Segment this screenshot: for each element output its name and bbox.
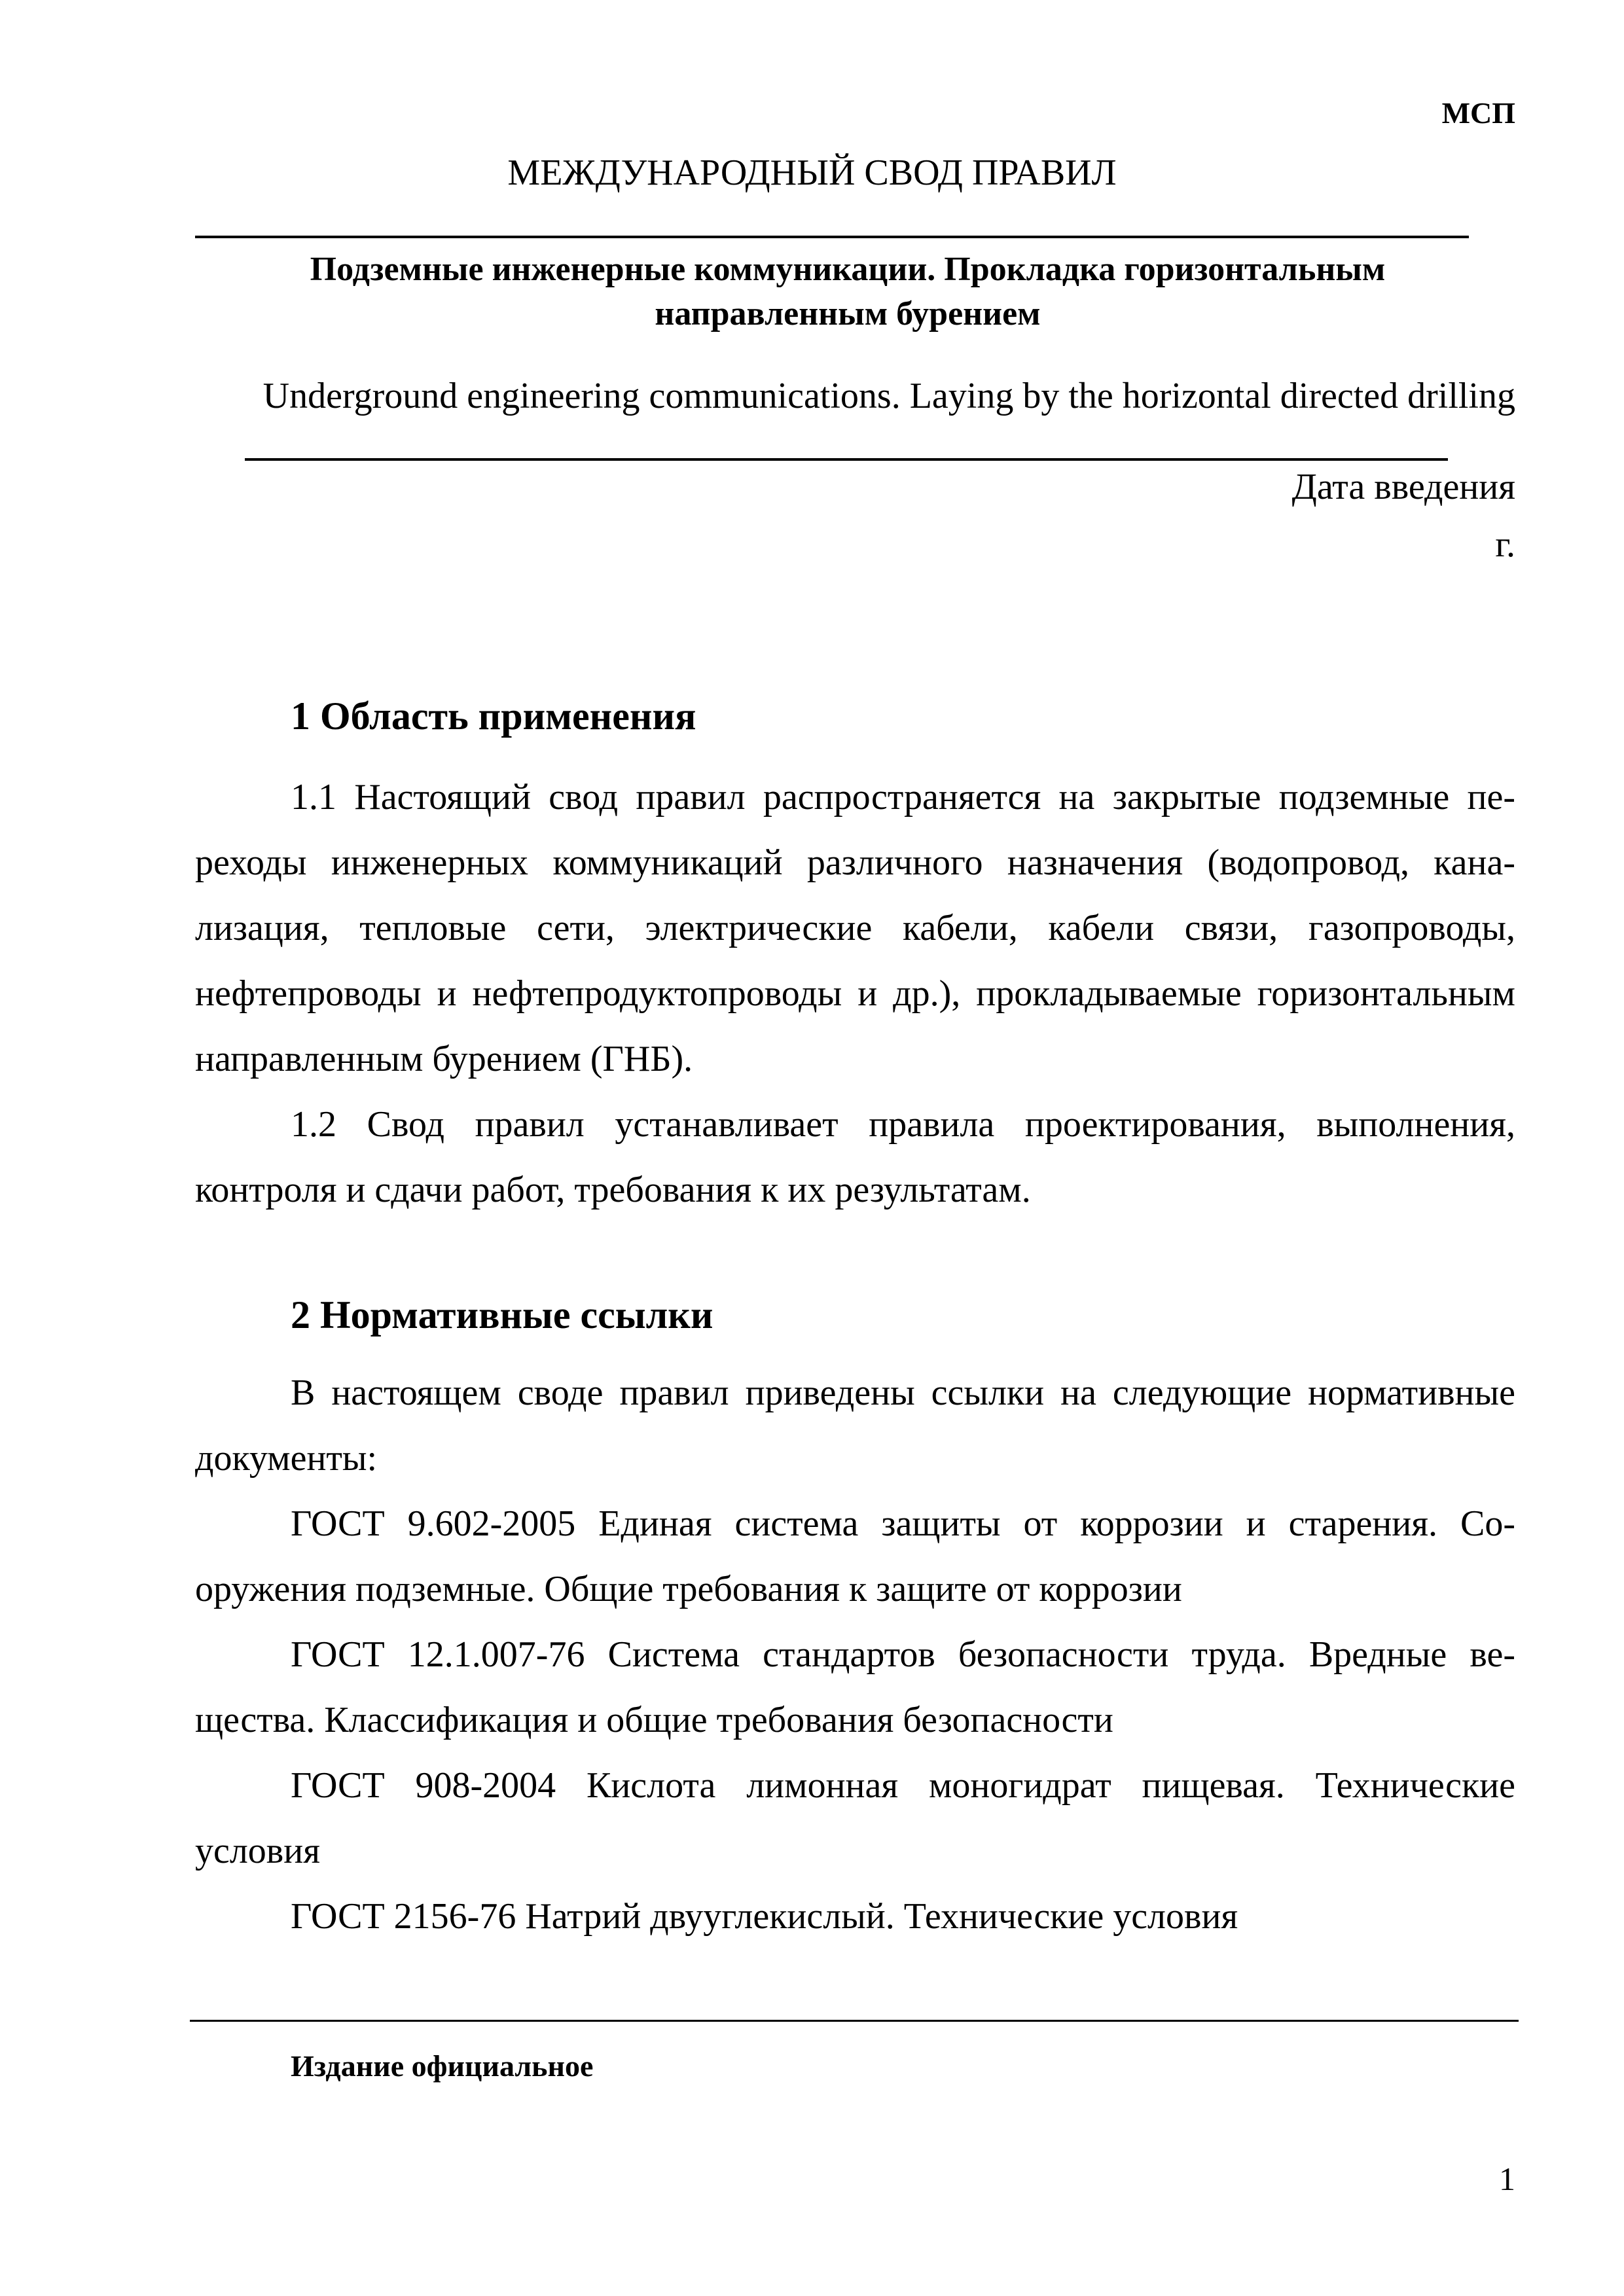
title-russian: Подземные инженерные коммуникации. Прокладка горизонтальным направленным бурением: [310, 251, 1386, 332]
reference-item: ГОСТ 2156-76 Натрий двууглекислый. Технические условия: [291, 1896, 1238, 1937]
intro-date: [1292, 458, 1515, 573]
title-divider: [245, 458, 1448, 461]
top-divider: [195, 236, 1469, 238]
page-number: 1: [1499, 2161, 1515, 2197]
intro-date-suffix: г.: [1495, 524, 1515, 565]
reference-item: ГОСТ 908-2004 Кислота лимонная моногидрат пищевая. Технические условия: [195, 1765, 1515, 1871]
paragraph-1-2: 1.2 Свод правил устанавливает правила проектирования, выполнения, контроля и сдачи работ, требования к их результатам.: [195, 1104, 1515, 1210]
reference-item: ГОСТ 12.1.007-76 Система стандартов безопасности труда. Вредные вещества. Классификация и общие требования безопасности: [195, 1634, 1515, 1740]
references-intro: В настоящем своде правил приведены ссылки на следующие нормативные документы:: [195, 1372, 1515, 1479]
footer-divider: [190, 2020, 1519, 2022]
section-heading-scope: 1 Область применения: [291, 694, 696, 738]
section-heading-references: 2 Нормативные ссылки: [291, 1293, 713, 1336]
reference-item: ГОСТ 9.602-2005 Единая система защиты от коррозии и старения. Сооружения подземные. Общие требования к защите от коррозии: [195, 1503, 1515, 1609]
intro-date-label: Дата введения: [1291, 467, 1515, 507]
title-english: Underground engineering communications. Laying by the horizontal directed drilling: [262, 376, 1515, 416]
paragraph-1-1: 1.1 Настоящий свод правил распространяется на закрытые подземные переходы инженерных коммуникаций различного назначения (водопровод, канализация, тепловые сети, электрические кабели, кабели связи, газопроводы, нефтепроводы и нефтепродуктопроводы и др.), прокладываемые горизонтальным направленным бурением (ГНБ).: [195, 777, 1515, 1079]
edition-label: Издание официальное: [291, 2049, 594, 2083]
organization-title: МЕЖДУНАРОДНЫЙ СВОД ПРАВИЛ: [507, 152, 1117, 193]
document-code: МСП: [1441, 96, 1515, 130]
